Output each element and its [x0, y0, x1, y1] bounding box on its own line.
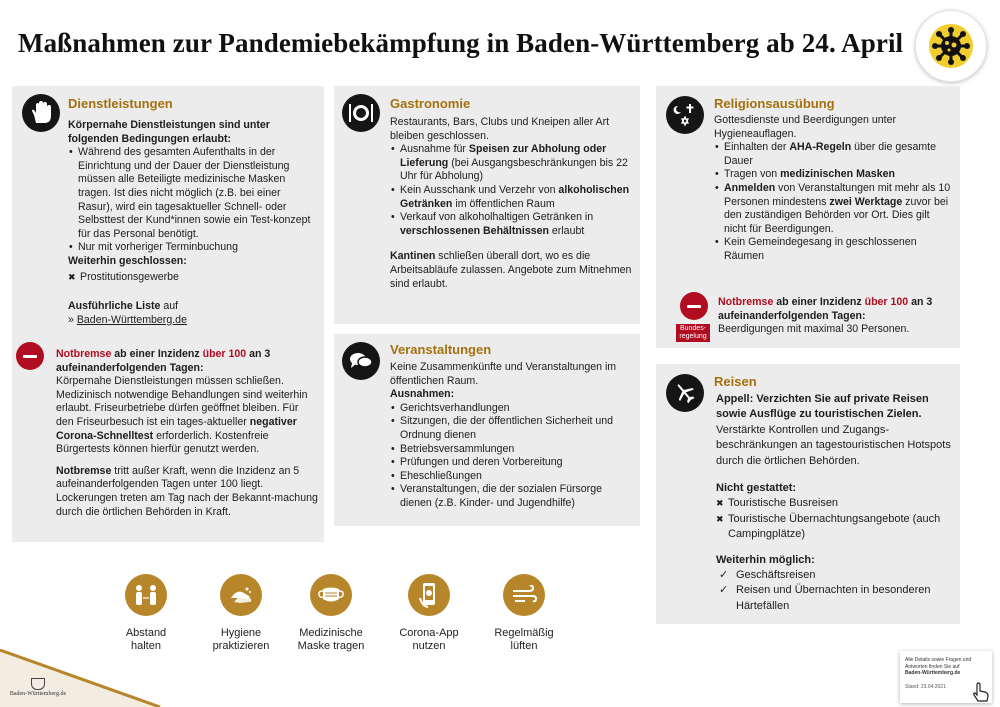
- gastronomie-body: [390, 116, 634, 291]
- plate-cutlery-icon: [342, 94, 380, 132]
- list-item: ✓ Reisen und Übernachten in besonderen Härtefällen: [716, 583, 954, 614]
- list-item: • Ausnahme für Speisen zur Abholung oder Lieferung (bei Ausgangsbeschränkungen bis 22 Uhr für Abholung): [390, 143, 634, 184]
- card-dienstleistungen: [12, 86, 324, 542]
- exceptions-heading: Ausnahmen:: [390, 388, 455, 401]
- notbremse-section: [718, 296, 954, 337]
- measure-label: Abstand halten: [125, 627, 167, 652]
- list-item: ✖ Touristische Übernachtungsangebote (auch Campingplätze): [716, 512, 954, 543]
- list-item: • Gerichtsverhandlungen: [390, 402, 634, 416]
- card-gastronomie: [334, 86, 640, 324]
- stand-date: Stand: 23.04.2021: [905, 683, 946, 690]
- religion-body: [714, 114, 954, 264]
- measure-label: Medizinische Maske tragen: [297, 627, 365, 652]
- virus-icon: [915, 10, 987, 82]
- card-reisen: [656, 364, 960, 624]
- reisen-text: Verstärkte Kontrollen und Zugangs-beschränkungen an tagestouristischen Hotspots durch die örtlichen Behörden.: [716, 423, 951, 467]
- stop-icon: [16, 342, 44, 370]
- notbremse-heading: Notbremse ab einer Inzidenz über 100 an 3 aufeinanderfolgenden Tagen:: [718, 296, 933, 322]
- reisen-body: [716, 392, 954, 614]
- notbremse-text: Beerdigungen mit maximal 30 Personen.: [718, 323, 910, 336]
- list-item: • Veranstaltungen, die der sozialen Fürsorge dienen (z.B. Kinder- und Jugendhilfe): [390, 483, 634, 510]
- measure-hygiene: [196, 574, 286, 653]
- dienstleistungen-body: [68, 119, 318, 327]
- intro-text: Keine Zusammenkünfte und Veranstaltungen im öffentlichen Raum.: [390, 361, 617, 387]
- hand-icon: [22, 94, 60, 132]
- list-item: • Kein Ausschank und Verzehr von alkoholischen Getränken im öffentlichen Raum: [390, 184, 634, 211]
- hand-wash-icon: [220, 574, 262, 616]
- measure-label: Corona-App nutzen: [399, 627, 459, 652]
- airplane-icon: [666, 374, 704, 412]
- phone-app-icon: [408, 574, 450, 616]
- veranstaltungen-body: [390, 361, 634, 511]
- notbremse-end-text: Notbremse tritt außer Kraft, wenn die Inzidenz an 5 aufeinanderfolgenden Tagen unter 100 liegt. Lockerungen treten am Tag nach der Bekannt-machung durch die örtlichen Behörden in Kraft.: [56, 464, 318, 518]
- list-item: • Während des gesamten Aufenthalts in der Einrichtung und der Dauer der Dienstleistung müssen alle Beteiligte medizinische Masken tragen. Ist dies nicht möglich (z.B. bei einer Rasur), wird ein tagesaktueller Schnell- oder Selbsttest der Kund*innen sowie ein Test-konzept für das Personal benötigt.: [68, 146, 318, 241]
- card-religion: [656, 86, 960, 348]
- mask-icon: [310, 574, 352, 616]
- bw-logo: [8, 678, 68, 697]
- bundesregelung-badge: Bundes-regelung: [676, 324, 710, 342]
- list-item: • Nur mit vorheriger Terminbuchung: [68, 241, 318, 255]
- appeal-text: Appell: Verzichten Sie auf private Reisen sowie Ausflüge zu touristischen Zielen.: [716, 393, 929, 421]
- measure-maske: [286, 574, 376, 653]
- list-item: • Einhalten der AHA-Regeln über die gesamte Dauer: [714, 141, 954, 168]
- wind-icon: [503, 574, 545, 616]
- page-title: Maßnahmen zur Pandemiebekämpfung in Baden-Württemberg ab 24. April: [18, 28, 904, 58]
- card-title: Dienstleistungen: [68, 96, 173, 111]
- notbremse-text: Körpernahe Dienstleistungen müssen schließen. Medizinisch notwendige Behandlungen sind weiterhin erlaubt. Friseurbetriebe dürfen geöffnet bleiben. Für den Friseurbesuch ist ein tages-aktueller negativer Corona-Schnelltest erforderlich. Kostenfreie Bürgertests können hierfür genutzt werden.: [56, 375, 308, 456]
- card-title: Religionsausübung: [714, 96, 835, 111]
- religious-symbols-icon: [666, 96, 704, 134]
- details-link[interactable]: » Baden-Württemberg.de: [68, 313, 187, 326]
- measure-label: Regelmäßig lüften: [494, 627, 554, 652]
- list-item: • Prüfungen und deren Vorbereitung: [390, 456, 634, 470]
- list-item: ✓ Geschäftsreisen: [716, 568, 954, 583]
- pointer-hand-icon: [972, 682, 990, 702]
- list-item: • Sitzungen, die der öffentlichen Sicherheit und Ordnung dienen: [390, 415, 634, 442]
- list-item: • Anmelden von Veranstaltungen mit mehr als 10 Personen mindestens zwei Werktage zuvor bei den zuständigen Behörden vor Ort. Dies gilt nicht für Beerdigungen.: [714, 182, 954, 236]
- logo-text: Baden-Württemberg.de: [9, 691, 67, 697]
- allowed-heading: Weiterhin möglich:: [716, 553, 815, 566]
- info-line: Antworten finden Sie auf: [905, 663, 960, 670]
- list-item: ✖ Touristische Busreisen: [716, 496, 954, 511]
- list-item: • Eheschließungen: [390, 470, 634, 484]
- measure-corona-app: [384, 574, 474, 653]
- crest-icon: [31, 678, 45, 690]
- closed-heading: Weiterhin geschlossen:: [68, 254, 187, 267]
- not-allowed-heading: Nicht gestattet:: [716, 482, 797, 495]
- stop-icon: [680, 292, 708, 320]
- intro-text: Restaurants, Bars, Clubs und Kneipen aller Art bleiben geschlossen.: [390, 116, 610, 142]
- intro-text: Körpernahe Dienstleistungen sind unter folgenden Bedingungen erlaubt:: [68, 119, 270, 145]
- notbremse-heading: Notbremse ab einer Inzidenz über 100 an 3 aufeinanderfolgenden Tagen:: [56, 348, 271, 374]
- list-item: • Kein Gemeindegesang in geschlossenen Räumen: [714, 236, 954, 263]
- card-title: Gastronomie: [390, 96, 471, 111]
- intro-text: Gottesdienste und Beerdigungen unter Hygieneauflagen.: [714, 114, 896, 140]
- distance-icon: [125, 574, 167, 616]
- list-item: • Verkauf von alkoholhaltigen Getränken in verschlossenen Behältnissen erlaubt: [390, 211, 634, 238]
- speech-bubbles-icon: [342, 342, 380, 380]
- card-veranstaltungen: [334, 334, 640, 526]
- card-title: Reisen: [714, 374, 757, 389]
- list-item: • Tragen von medizinischen Masken: [714, 168, 954, 182]
- list-item: • Betriebsversammlungen: [390, 443, 634, 457]
- info-line: Alle Details sowie Fragen und: [905, 657, 972, 663]
- list-item: ✖ Prostitutionsgewerbe: [68, 271, 318, 285]
- kantinen-text: Kantinen schließen überall dort, wo es die Arbeitsabläufe zulassen. Angebote zum Mitnehmen sind erlaubt.: [390, 250, 632, 290]
- list-label: Ausführliche Liste auf: [68, 300, 179, 313]
- card-title: Veranstaltungen: [390, 342, 492, 357]
- measure-lueften: [479, 574, 569, 653]
- info-link[interactable]: Baden-Württemberg.de: [905, 670, 961, 676]
- measure-label: Hygiene praktizieren: [212, 627, 270, 652]
- notbremse-section: [56, 348, 318, 519]
